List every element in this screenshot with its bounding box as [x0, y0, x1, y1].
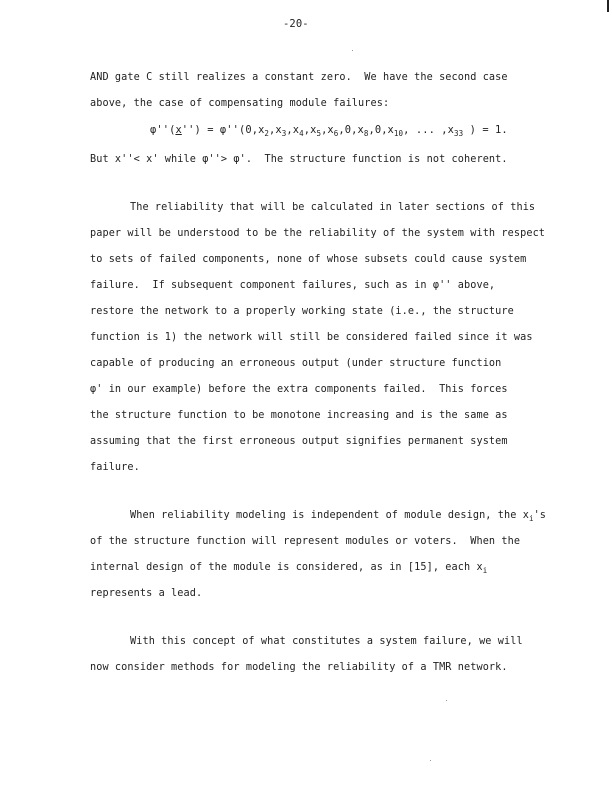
para1-line3: But x''< x' while φ''> φ'. The structure function is not coherent. [90, 154, 508, 165]
eq-term: ,0,x [338, 124, 364, 136]
para3-line4: represents a lead. [90, 588, 203, 599]
eq-lhs-phi: φ''( [150, 124, 176, 136]
eq-sub: 10 [393, 129, 404, 138]
eq-sub: 33 [454, 129, 464, 138]
para2-line: The reliability that will be calculated in later sections of this [130, 202, 536, 213]
equation-compensating-failures [150, 124, 508, 136]
eq-term: ,x [303, 124, 317, 136]
para2-line: failure. If subsequent component failures, such as in φ'' above, [90, 280, 496, 291]
para2-line: assuming that the first erroneous output signifies permanent system [90, 436, 508, 447]
eq-term: , ... ,x [403, 124, 455, 136]
scan-edge-mark [607, 0, 609, 12]
eq-sub: 2 [264, 129, 270, 138]
eq-sub: 6 [333, 129, 339, 138]
page-number: -20- [283, 18, 309, 30]
para3-line1-sub: i [528, 514, 534, 523]
eq-term: ,x [286, 124, 300, 136]
para3-line1-text: When reliability modeling is independent of module design, the x [130, 510, 529, 521]
eq-term: ,x [269, 124, 282, 136]
eq-end: ) = 1. [463, 124, 508, 136]
para4-line: now consider methods for modeling the reliability of a TMR network. [90, 662, 508, 673]
eq-sub: 5 [316, 129, 322, 138]
eq-sub: 3 [281, 129, 287, 138]
para1-line1: AND gate C still realizes a constant zero. We have the second case [90, 72, 508, 83]
para2-line: the structure function to be monotone increasing and is the same as [90, 410, 508, 421]
eq-sub: 4 [299, 129, 304, 138]
eq-term: ,x [321, 124, 334, 136]
para3-line1 [130, 510, 546, 521]
para3-line3-text: internal design of the module is considered, as in [15], each x [90, 562, 483, 573]
para2-line: φ' in our example) before the extra components failed. This forces [90, 384, 508, 395]
scan-speck [446, 700, 447, 701]
scan-speck [430, 760, 431, 761]
para2-line: to sets of failed components, none of whose subsets could cause system [90, 254, 527, 265]
para2-line: failure. [90, 462, 140, 473]
para1-line2: above, the case of compensating module failures: [90, 98, 390, 109]
eq-term: ,0,x [368, 124, 394, 136]
para3-line1-suffix: 's [533, 510, 547, 521]
para2-line: function is 1) the network will still be considered failed since it was [90, 332, 533, 343]
scan-speck [352, 50, 353, 51]
eq-lhs-vector-x: x [175, 124, 182, 136]
para4-line: With this concept of what constitutes a system failure, we will [130, 636, 523, 647]
eq-sub: 8 [363, 129, 369, 138]
para3-line3-sub: i [482, 566, 488, 575]
para3-line2: of the structure function will represent modules or voters. When the [90, 536, 521, 547]
eq-lhs-close: '') = φ''(0,x [181, 124, 265, 136]
para2-line: capable of producing an erroneous output (under structure function [90, 358, 502, 369]
para2-line: paper will be understood to be the reliability of the system with respect [90, 228, 546, 239]
para3-line3 [90, 562, 487, 573]
para2-line: restore the network to a properly working state (i.e., the structure [90, 306, 514, 317]
